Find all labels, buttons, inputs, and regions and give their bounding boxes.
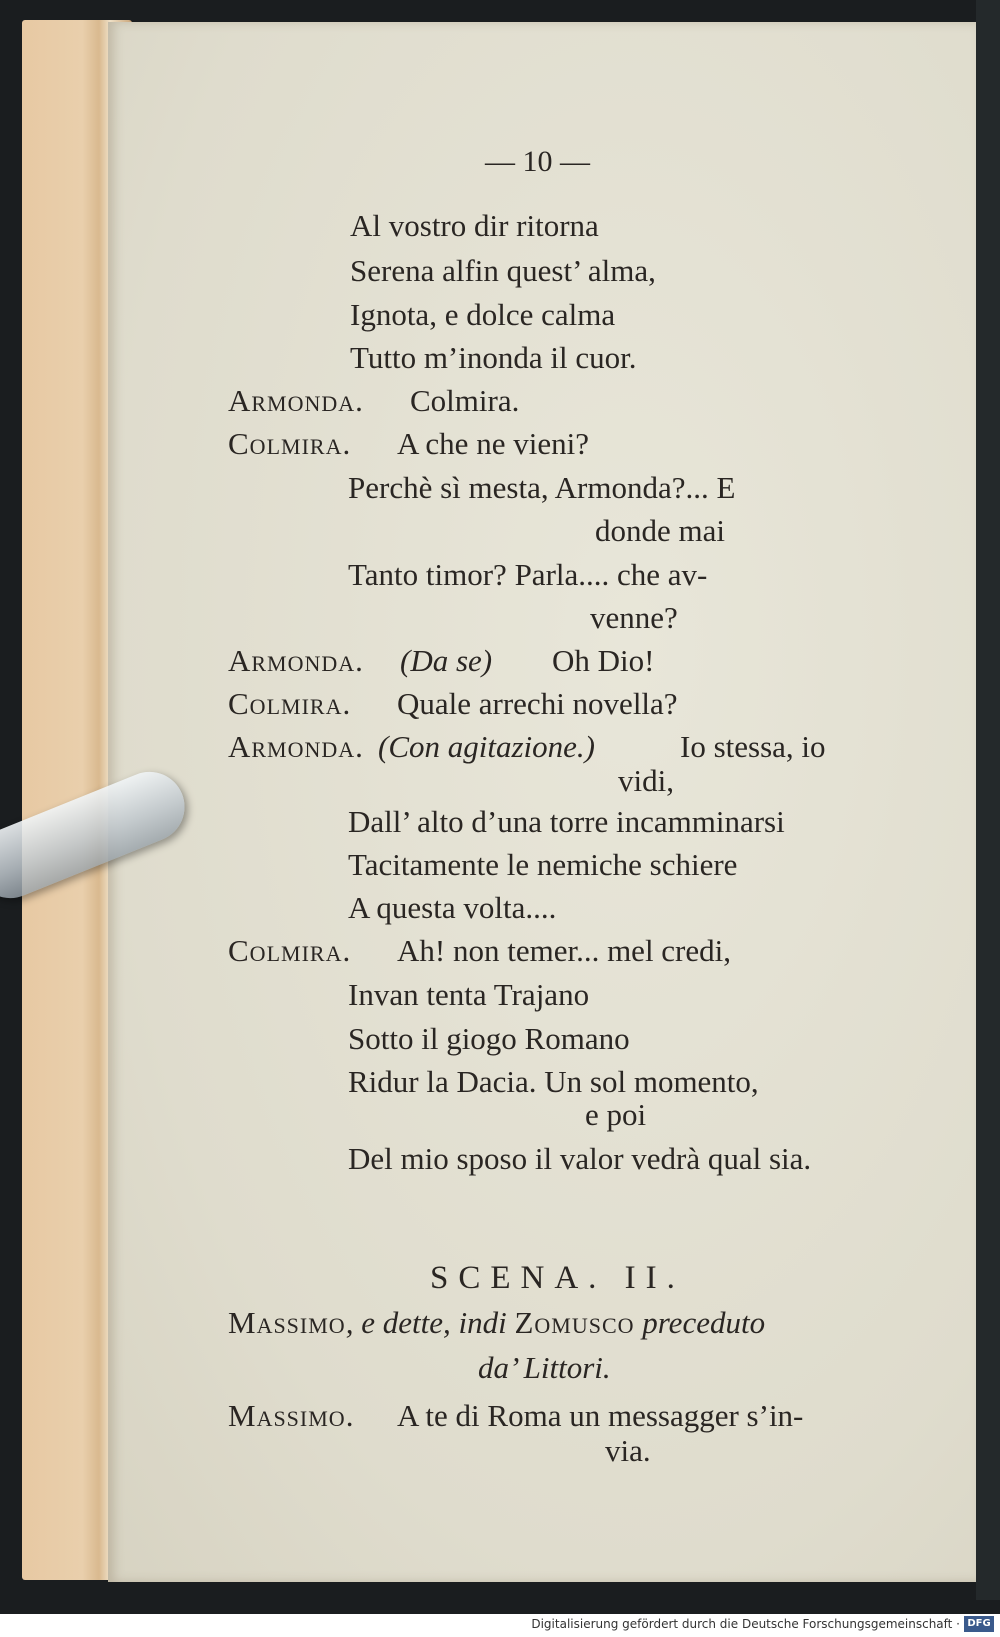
verse-line: Tutto m’inonda il cuor.	[350, 340, 637, 375]
verse-line: Tacitamente le nemiche schiere	[348, 847, 738, 882]
character-name: Massimo	[228, 1305, 346, 1340]
verse-line: vidi,	[618, 763, 674, 798]
footer-credit: Digitalisierung gefördert durch die Deutsche Forschungsgemeinschaft ·	[531, 1617, 960, 1631]
verse-line: venne?	[590, 600, 678, 635]
scene-direction	[228, 1305, 765, 1341]
verse-line: Ah! non temer... mel credi,	[397, 933, 732, 968]
verse-line: Ignota, e dolce calma	[350, 297, 616, 332]
verse-line: Colmira.	[410, 383, 520, 418]
verse-line: e poi	[585, 1097, 647, 1132]
verse-line: via.	[605, 1433, 651, 1468]
verse-line: Tanto timor? Parla.... che av-	[348, 557, 708, 592]
scene-direction-cont: da’ Littori.	[478, 1350, 611, 1385]
verse-line: A te di Roma un messagger s’in-	[397, 1398, 804, 1433]
verse-line: A che ne vieni?	[397, 426, 589, 461]
verse-line: A questa volta....	[348, 890, 557, 925]
verse-line: Al vostro dir ritorna	[350, 208, 599, 243]
verse-line: Del mio sposo il valor vedrà qual sia.	[348, 1141, 812, 1176]
speaker-label: Colmira.	[228, 933, 352, 968]
verse-line: Ridur la Dacia. Un sol momento,	[348, 1064, 759, 1099]
direction-text: , e dette, indi	[345, 1305, 515, 1340]
verse-line: Sotto il giogo Romano	[348, 1021, 630, 1056]
verse-line: Serena alfin quest’ alma,	[350, 253, 656, 288]
speaker-label: Armonda.	[228, 643, 364, 678]
speaker-label: Massimo.	[228, 1398, 355, 1433]
stage-direction: (Da se)	[400, 643, 493, 678]
stage-direction: (Con agitazione.)	[378, 729, 595, 764]
verse-line: Quale arrechi novella?	[397, 686, 678, 721]
verse-line: Io stessa, io	[680, 729, 826, 764]
verse-line: Oh Dio!	[552, 643, 655, 678]
verse-line: donde mai	[595, 513, 725, 548]
dfg-logo: DFG	[964, 1616, 994, 1632]
verse-line: Invan tenta Trajano	[348, 977, 590, 1012]
page-number: — 10 —	[485, 145, 590, 178]
verse-line: Dall’ alto d’una torre incamminarsi	[348, 804, 785, 839]
speaker-label: Colmira.	[228, 426, 352, 461]
direction-text: preceduto	[634, 1305, 766, 1340]
character-name: Zomusco	[514, 1305, 635, 1340]
background-shadow	[976, 0, 1000, 1600]
verse-line: Perchè sì mesta, Armonda?... E	[348, 470, 736, 505]
speaker-label: Armonda.	[228, 729, 364, 764]
speaker-label: Armonda.	[228, 383, 364, 418]
scene-title: SCENA. II.	[430, 1260, 685, 1296]
speaker-label: Colmira.	[228, 686, 352, 721]
